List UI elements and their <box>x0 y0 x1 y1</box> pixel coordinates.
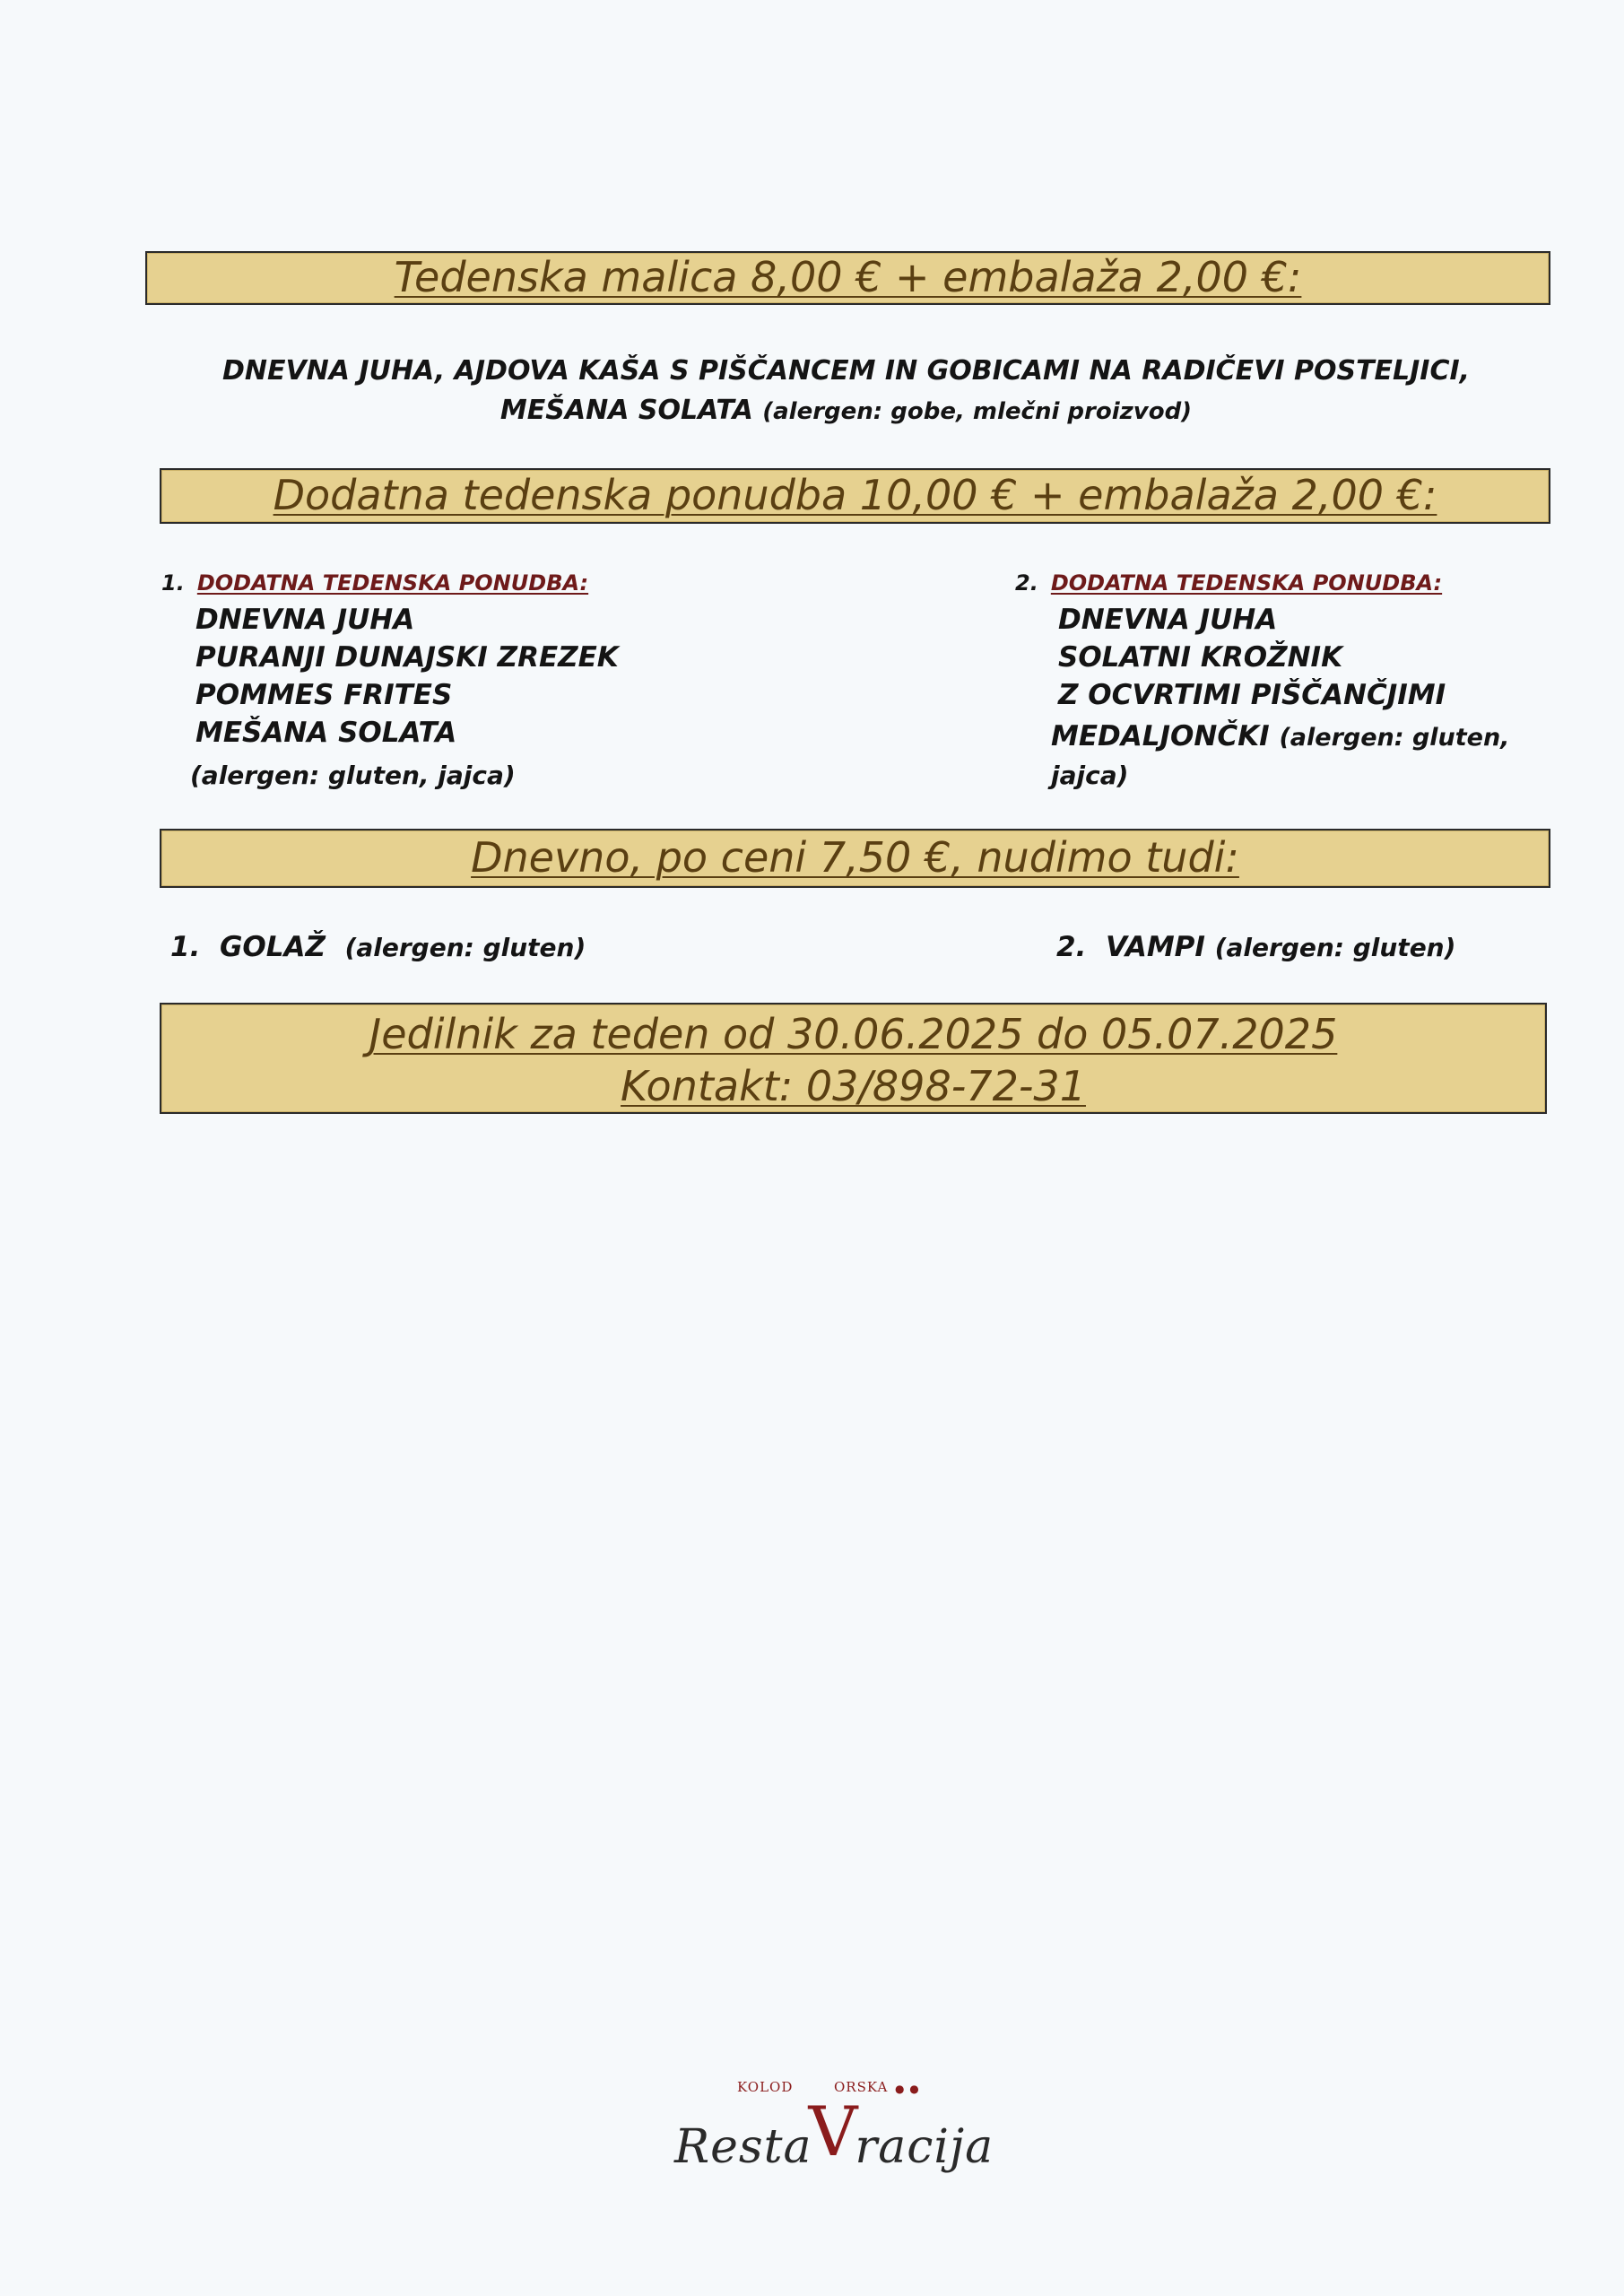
additional-offer-text: Dodatna tedenska ponudba 10,00 € + embalaža 2,00 €: <box>273 471 1437 519</box>
list-item: MEŠANA SOLATA <box>195 717 457 749</box>
weekly-price-banner <box>145 251 1550 305</box>
weekly-menu-allergen: (alergen: gobe, mlečni proizvod) <box>762 398 1193 425</box>
offer1-dish-list <box>195 601 619 752</box>
list-item: DNEVNA JUHA <box>1058 604 1278 636</box>
offer2-allergen-a: (alergen: gluten, <box>1279 724 1510 752</box>
list-item: POMMES FRITES <box>195 679 453 711</box>
restaurant-logo <box>674 2063 994 2174</box>
daily-offer-banner <box>160 829 1550 888</box>
logo-small-left: KOLOD <box>737 2079 794 2095</box>
offer2-allergen-b: jajca) <box>1051 761 1129 790</box>
list-item: PURANJI DUNAJSKI ZREZEK <box>195 641 619 674</box>
list-item: Z OCVRTIMI PIŠČANČJIMI <box>1058 679 1446 711</box>
additional-offer-banner <box>160 468 1550 524</box>
logo-v-mark: V <box>808 2092 859 2171</box>
daily-item-1: 1. GOLAŽ (alergen: gluten) <box>170 931 586 963</box>
logo-wordmark: RestaVracija <box>674 2092 994 2174</box>
logo-dots-icon: ● ● <box>895 2083 920 2095</box>
daily-item-2: 2. VAMPI (alergen: gluten) <box>1056 931 1456 963</box>
week-contact-banner <box>160 1003 1547 1114</box>
offer2-heading: 2. DODATNA TEDENSKA PONUDBA: <box>1015 570 1443 596</box>
offer2-dish-list <box>1058 601 1446 714</box>
daily-offer-text: Dnevno, po ceni 7,50 €, nudimo tudi: <box>471 833 1239 882</box>
list-item: DNEVNA JUHA <box>195 604 415 636</box>
offer1-allergen: (alergen: gluten, jajca) <box>190 761 516 790</box>
weekly-price-text: Tedenska malica 8,00 € + embalaža 2,00 €: <box>394 253 1302 301</box>
logo-small-right: ORSKA <box>834 2079 889 2095</box>
contact-text: Kontakt: 03/898-72-31 <box>621 1062 1086 1110</box>
weekly-menu-line1: DNEVNA JUHA, AJDOVA KAŠA S PIŠČANCEM IN GOBICAMI NA RADIČEVI POSTELJICI, <box>221 355 1471 387</box>
list-item: MEDALJONČKI <box>1051 720 1270 752</box>
offer2-dish-last <box>1051 718 1509 757</box>
list-item: SOLATNI KROŽNIK <box>1058 641 1343 674</box>
week-dates-text: Jedilnik za teden od 30.06.2025 do 05.07.2025 <box>369 1010 1338 1058</box>
weekly-menu-line2: MEŠANA SOLATA (alergen: gobe, mlečni proizvod) <box>499 395 1193 426</box>
offer1-heading: 1. DODATNA TEDENSKA PONUDBA: <box>161 570 589 596</box>
